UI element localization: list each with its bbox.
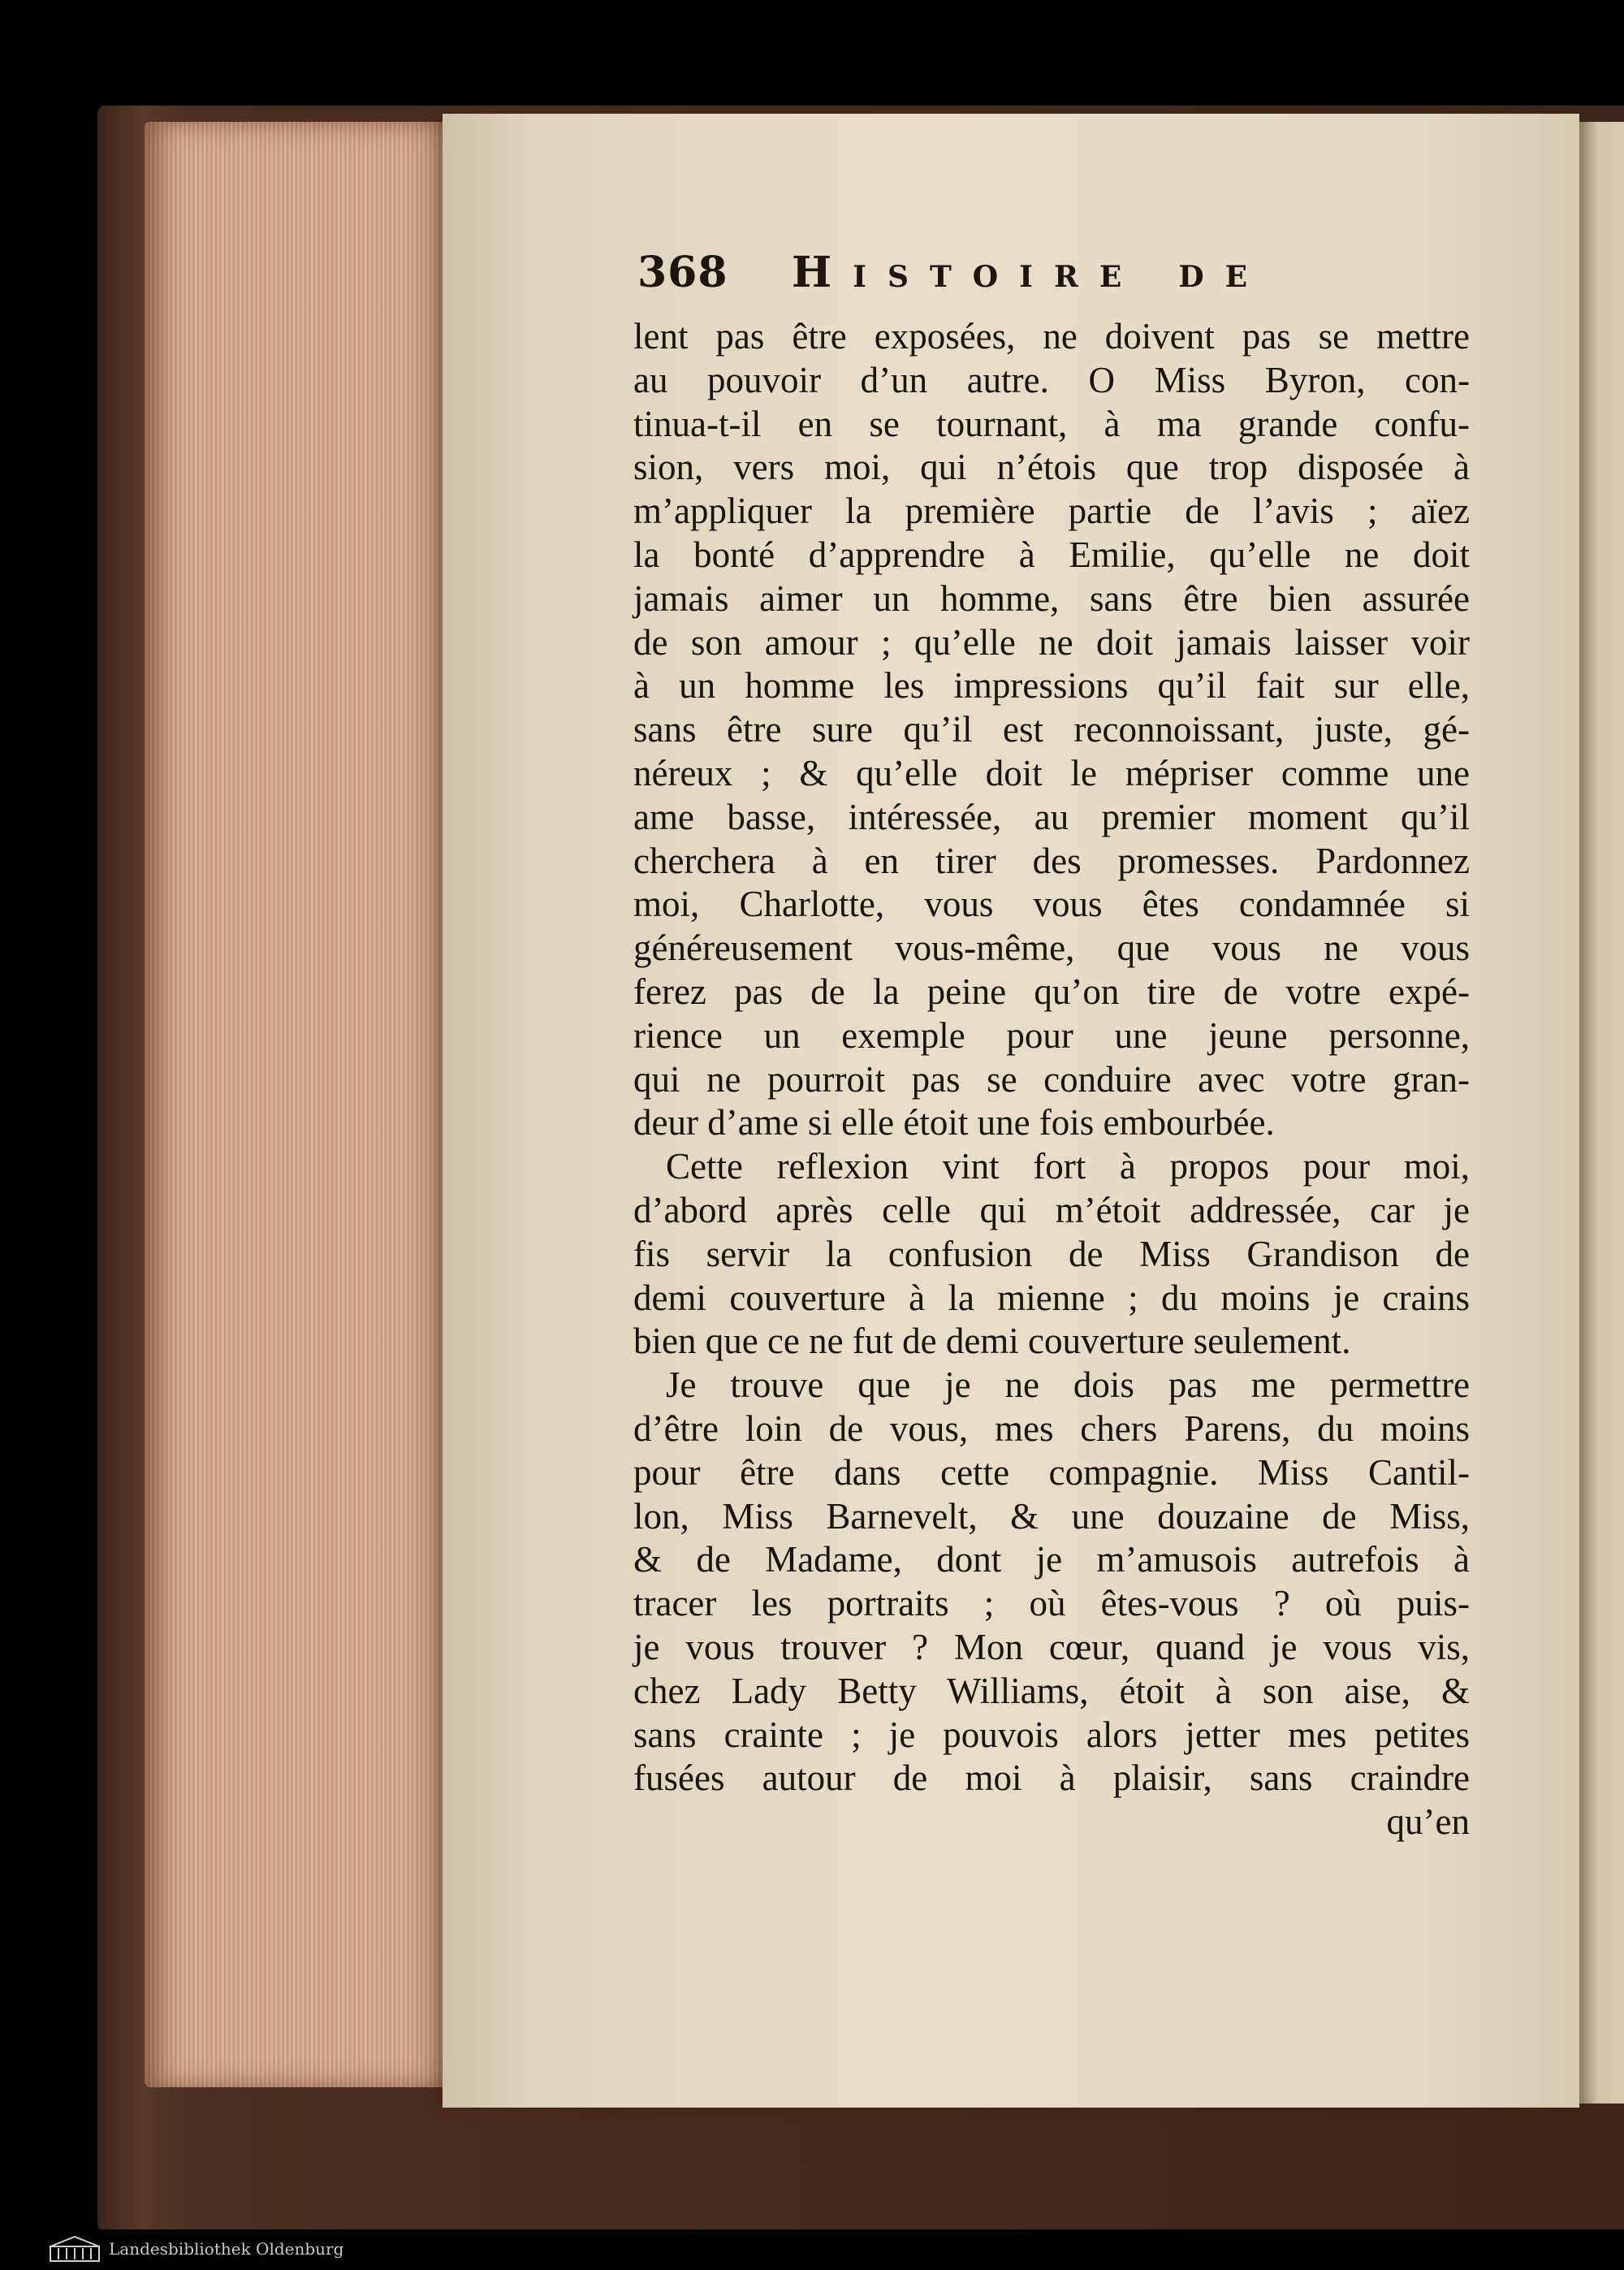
text-line: sion, vers moi, qui n’étois que trop disposée à [633, 447, 1470, 488]
text-line: fusées autour de moi à plaisir, sans craindre [633, 1758, 1470, 1799]
text-line: cherchera à en tirer des promesses. Pardonnez [633, 840, 1470, 881]
text-line: lent pas être exposées, ne doivent pas se mettre [633, 316, 1470, 357]
library-building-icon [49, 2235, 101, 2263]
text-line: tinua-t-il en se tournant, à ma grande confu- [633, 403, 1470, 444]
text-line: demi couverture à la mienne ; du moins je crains [633, 1277, 1470, 1318]
page-number: 368 [637, 248, 728, 297]
catchword: qu’en [1386, 1801, 1470, 1843]
text-line: moi, Charlotte, vous vous êtes condamnée si [633, 884, 1470, 925]
text-line: à un homme les impressions qu’il fait sur elle, [633, 665, 1470, 707]
text-line: d’être loin de vous, mes chers Parens, du moins [633, 1407, 1470, 1449]
text-line: bien que ce ne fut de demi couverture seulement. [633, 1321, 1351, 1362]
text-line: je vous trouver ? Mon cœur, quand je vous vis, [633, 1626, 1470, 1667]
running-head [637, 248, 1458, 313]
text-line: d’abord après celle qui m’étoit addressée, car je [633, 1189, 1470, 1230]
running-title: Histoire de [792, 248, 1269, 297]
text-line: de son amour ; qu’elle ne doit jamais laisser voir [633, 621, 1470, 663]
text-line: Je trouve que je ne dois pas me permettre [666, 1364, 1470, 1406]
text-line: rience un exemple pour une jeune personne, [633, 1014, 1470, 1056]
text-line: jamais aimer un homme, sans être bien assurée [633, 577, 1470, 619]
text-line: deur d’ame si elle étoit une fois embourbée. [633, 1102, 1275, 1144]
text-line: lon, Miss Barnevelt, & une douzaine de Miss, [633, 1495, 1470, 1537]
text-line: sans crainte ; je pouvois alors jetter mes petites [633, 1714, 1470, 1755]
text-line: pour être dans cette compagnie. Miss Cantil- [633, 1451, 1470, 1493]
text-line: m’appliquer la première partie de l’avis ; aïez [633, 491, 1470, 532]
text-line: chez Lady Betty Williams, étoit à son aise, & [633, 1670, 1470, 1711]
body-text [633, 315, 1470, 1844]
text-line: tracer les portraits ; où êtes-vous ? où puis- [633, 1583, 1470, 1624]
text-line: sans être sure qu’il est reconnoissant, juste, gé- [633, 709, 1470, 750]
next-page-edge [1579, 122, 1624, 2104]
text-line: ferez pas de la peine qu’on tire de votre expé- [633, 971, 1470, 1012]
text-line: fis servir la confusion de Miss Grandison de [633, 1233, 1470, 1274]
text-line: Cette reflexion vint fort à propos pour moi, [666, 1146, 1470, 1187]
text-line: qui ne pourroit pas se conduire avec votre gran- [633, 1058, 1470, 1100]
text-line: au pouvoir d’un autre. O Miss Byron, con- [633, 359, 1470, 400]
text-line: la bonté d’apprendre à Emilie, qu’elle ne doit [633, 534, 1470, 575]
page-edges [145, 122, 455, 2087]
text-line: ame basse, intéressée, au premier moment qu’il [633, 796, 1470, 837]
library-name: Landesbibliothek Oldenburg [109, 2239, 344, 2259]
text-line: & de Madame, dont je m’amusois autrefois à [633, 1539, 1470, 1580]
text-line: néreux ; & qu’elle doit le mépriser comme une [633, 752, 1470, 793]
text-line: généreusement vous-même, que vous ne vous [633, 927, 1470, 969]
